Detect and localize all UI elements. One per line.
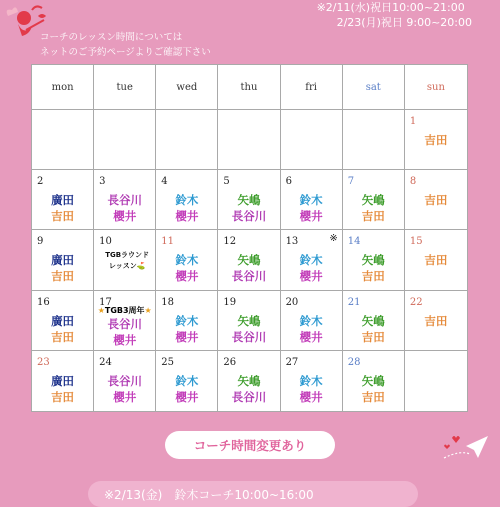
day-number: 25 <box>161 356 175 368</box>
calendar-day-cell <box>32 351 94 411</box>
coach-name: 吉田 <box>51 209 75 224</box>
day-number: 4 <box>161 176 168 188</box>
calendar-day-cell <box>343 110 405 170</box>
coach-name: 吉田 <box>51 269 75 284</box>
coach-name: 長谷川 <box>231 269 267 284</box>
calendar-day-cell <box>218 291 280 351</box>
note-mark: ※ <box>329 233 338 245</box>
coach-name: 矢嶋 <box>361 253 385 268</box>
coach-name: 矢嶋 <box>237 253 261 268</box>
coach-list <box>343 193 404 224</box>
day-number: 19 <box>223 296 237 308</box>
calendar-day-cell <box>281 230 343 290</box>
day-number: 23 <box>37 356 50 368</box>
star-icon: ★ <box>144 305 152 315</box>
day-number: 12 <box>223 236 237 248</box>
day-number: 11 <box>161 236 175 248</box>
day-number: 20 <box>285 296 299 308</box>
holiday-hours-line: ※2/11(水)祝日10:00~21:00 <box>316 1 465 14</box>
coach-name: 吉田 <box>361 209 385 224</box>
calendar-grid <box>32 65 467 411</box>
bottom-note: ※2/13(金) 鈴木コーチ10:00~16:00 <box>88 481 418 507</box>
coach-name: 長谷川 <box>107 373 142 388</box>
paper-plane-icon <box>440 428 490 468</box>
calendar-day-cell <box>156 110 218 170</box>
star-icon: ★ <box>97 305 105 315</box>
event-note-text: TGB3周年 <box>104 305 145 315</box>
day-number: 14 <box>347 236 361 248</box>
coach-name: 櫻井 <box>113 332 137 347</box>
calendar-day-cell <box>281 170 343 230</box>
coach-list <box>156 314 217 345</box>
day-number: 27 <box>285 356 299 368</box>
coach-list <box>405 193 467 208</box>
coach-name: 鈴木 <box>299 373 323 388</box>
coach-name: 矢嶋 <box>361 313 385 328</box>
coach-name: 廣田 <box>51 313 75 328</box>
day-number: 28 <box>347 356 361 368</box>
event-note <box>98 305 152 316</box>
coach-name: 櫻井 <box>299 269 323 284</box>
day-number: 24 <box>99 356 112 368</box>
coach-name: 櫻井 <box>113 209 137 224</box>
coach-calendar <box>31 64 468 412</box>
coach-name: 鈴木 <box>175 193 199 208</box>
calendar-day-cell <box>218 110 280 170</box>
coach-name: 櫻井 <box>113 389 137 404</box>
calendar-day-cell <box>405 351 467 411</box>
coach-name: 櫻井 <box>299 329 323 344</box>
coach-name: 櫻井 <box>175 389 199 404</box>
coach-name: 吉田 <box>51 329 75 344</box>
calendar-day-cell <box>343 351 405 411</box>
day-number: 16 <box>37 296 50 308</box>
calendar-day-cell <box>281 110 343 170</box>
coach-list <box>32 253 93 284</box>
day-number: 8 <box>409 176 417 188</box>
coach-name: 廣田 <box>51 193 75 208</box>
weekday-header: sun <box>405 65 467 110</box>
day-number: 15 <box>409 236 423 248</box>
day-number: 21 <box>347 296 361 308</box>
weekday-header: tue <box>94 65 156 110</box>
coach-name: 鈴木 <box>175 373 199 388</box>
calendar-day-cell <box>343 170 405 230</box>
coach-name: 吉田 <box>424 313 448 328</box>
coach-name: 吉田 <box>51 389 75 404</box>
coach-name: 廣田 <box>51 253 75 268</box>
day-number: 1 <box>409 116 417 127</box>
coach-name: 櫻井 <box>175 269 199 284</box>
calendar-day-cell <box>32 230 94 290</box>
coach-list <box>343 253 404 284</box>
coach-list <box>218 253 279 284</box>
coach-name: 矢嶋 <box>237 373 261 388</box>
coach-name: 吉田 <box>424 133 448 147</box>
calendar-day-cell <box>32 110 94 170</box>
day-number: 22 <box>409 296 423 308</box>
event-note: TGBラウンドレッスン⛳ <box>105 251 150 271</box>
coach-list <box>281 193 342 224</box>
coach-name: 鈴木 <box>175 313 199 328</box>
day-number: 10 <box>99 236 112 248</box>
lesson-time-note <box>40 30 211 60</box>
coach-list <box>156 253 217 284</box>
coach-name: 櫻井 <box>299 389 323 404</box>
coach-name: 吉田 <box>424 193 448 208</box>
calendar-day-cell <box>94 351 156 411</box>
coach-list <box>156 193 217 224</box>
calendar-day-cell <box>94 230 156 290</box>
calendar-day-cell <box>32 170 94 230</box>
coach-name: 吉田 <box>361 389 385 404</box>
day-number: 3 <box>99 176 106 188</box>
calendar-day-cell <box>156 230 218 290</box>
coach-list <box>32 374 93 405</box>
calendar-day-cell <box>405 110 467 170</box>
coach-name: 長谷川 <box>107 316 142 331</box>
coach-list <box>94 193 155 224</box>
coach-list <box>343 314 404 345</box>
calendar-day-cell <box>405 291 467 351</box>
coach-list <box>281 374 342 405</box>
weekday-header: mon <box>32 65 94 110</box>
coach-list <box>343 374 404 405</box>
day-number: 17 <box>99 296 112 308</box>
coach-name: 吉田 <box>361 269 385 284</box>
coach-name: 吉田 <box>361 329 385 344</box>
calendar-day-cell <box>32 291 94 351</box>
calendar-day-cell <box>156 351 218 411</box>
coach-name: 矢嶋 <box>361 373 385 388</box>
calendar-day-cell <box>343 230 405 290</box>
day-number: 18 <box>161 296 175 308</box>
lesson-time-line: コーチのレッスン時間については <box>40 32 183 43</box>
coach-list <box>218 374 279 405</box>
coach-list <box>94 305 155 348</box>
calendar-day-cell <box>218 351 280 411</box>
coach-name: 吉田 <box>424 253 448 268</box>
calendar-day-cell <box>156 170 218 230</box>
coach-list <box>281 253 342 284</box>
coach-list <box>94 374 155 405</box>
coach-list <box>32 314 93 345</box>
coach-name: 鈴木 <box>299 253 323 268</box>
calendar-day-cell <box>94 291 156 351</box>
coach-time-change-button[interactable]: コーチ時間変更あり <box>165 431 335 459</box>
weekday-header: fri <box>281 65 343 110</box>
coach-list <box>405 133 467 148</box>
calendar-day-cell <box>94 110 156 170</box>
coach-name: 矢嶋 <box>237 313 261 328</box>
weekday-header: sat <box>343 65 405 110</box>
coach-name: 矢嶋 <box>237 193 261 208</box>
day-number: 13 <box>285 236 299 248</box>
calendar-day-cell <box>405 230 467 290</box>
coach-name: 長谷川 <box>231 209 267 224</box>
day-number: 26 <box>223 356 237 368</box>
calendar-day-cell <box>94 170 156 230</box>
coach-name: 鈴木 <box>299 313 323 328</box>
coach-name: 櫻井 <box>299 209 323 224</box>
coach-list <box>405 314 467 329</box>
coach-name: 長谷川 <box>231 329 267 344</box>
holiday-hours-line: 2/23(月)祝日 9:00~20:00 <box>336 16 472 29</box>
weekday-header: thu <box>218 65 280 110</box>
day-number: 6 <box>285 176 292 188</box>
coach-name: 廣田 <box>51 373 75 388</box>
calendar-day-cell <box>281 351 343 411</box>
coach-name: 鈴木 <box>299 193 323 208</box>
coach-name: 長谷川 <box>107 193 142 208</box>
day-number: 5 <box>223 176 230 188</box>
coach-list <box>281 314 342 345</box>
calendar-day-cell <box>218 170 280 230</box>
holiday-hours-note <box>317 0 472 30</box>
coach-name: 矢嶋 <box>361 193 385 208</box>
calendar-day-cell <box>218 230 280 290</box>
day-number: 9 <box>37 236 44 248</box>
coach-list <box>156 374 217 405</box>
calendar-day-cell <box>405 170 467 230</box>
coach-name: 鈴木 <box>175 253 199 268</box>
day-number: 7 <box>347 176 355 188</box>
coach-name: 長谷川 <box>231 389 267 404</box>
coach-list <box>405 253 467 268</box>
weekday-header: wed <box>156 65 218 110</box>
coach-name: 櫻井 <box>175 329 199 344</box>
lesson-time-line: ネットのご予約ページよりご確認下さい <box>40 47 211 58</box>
coach-list <box>218 193 279 224</box>
calendar-day-cell <box>156 291 218 351</box>
calendar-day-cell <box>281 291 343 351</box>
coach-list <box>32 193 93 224</box>
day-number: 2 <box>37 176 44 188</box>
coach-list <box>218 314 279 345</box>
coach-name: 櫻井 <box>175 209 199 224</box>
calendar-day-cell <box>343 291 405 351</box>
